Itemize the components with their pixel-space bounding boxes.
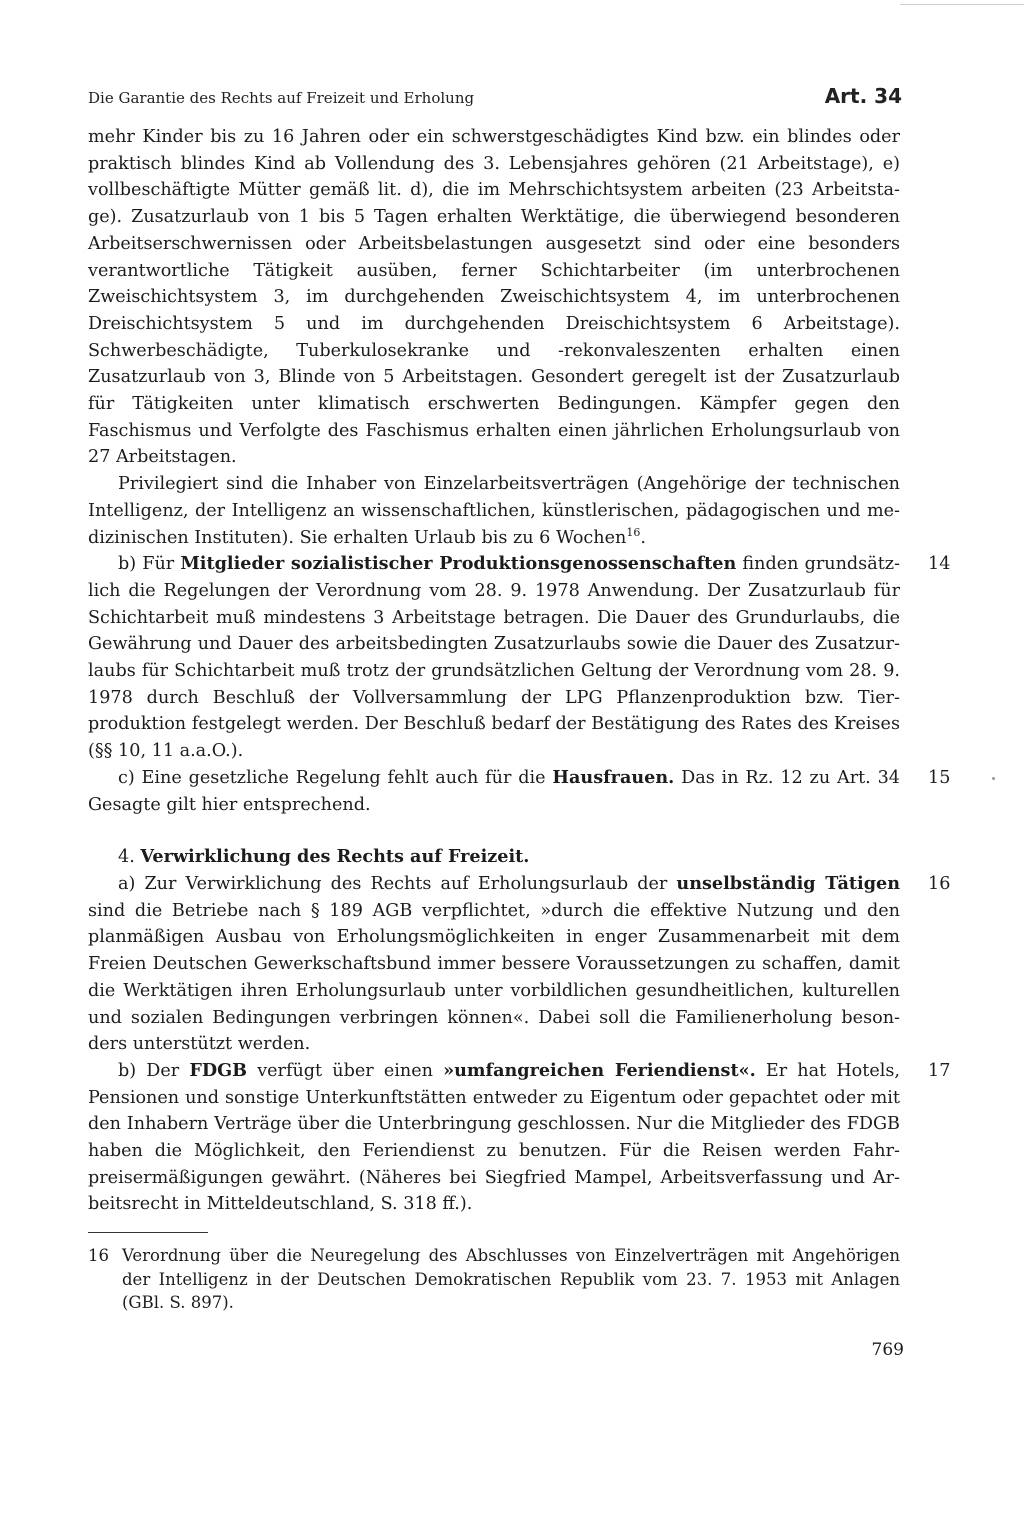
footnote-text: Verordnung über die Neuregelung des Abschlusses von Einzelverträgen mit Angehörigen der Intelligenz in der Deutschen Demokratischen Republik vom 23. 7. 1953 mit Anlagen (GBl. S. 897).: [122, 1246, 900, 1312]
body-text: [88, 124, 951, 1218]
paragraph-hausfrauen: [88, 765, 951, 818]
paragraph-text: sind die Betriebe nach § 189 AGB verpflichtet, »durch die effektive Nutzung und den planmäßigen Ausbau von Erholungsmöglichkeiten in enger Zusammenarbeit mit dem Freien Deutschen Gewerkschaftsbund immer bessere Voraussetzungen zu schaffen, damit die Werktätigen ihren Erholungsurlaub unter vorbildlichen gesundheitlichen, kulturellen und sozialen Bedingungen verbringen können«. Dabei soll die Familienerholung besonders unterstützt werden.: [88, 900, 900, 1055]
paragraph-mid: verfügt über einen: [247, 1060, 444, 1081]
paragraph-emphasis: Mitglieder sozialistischer Produktionsgenossenschaften: [180, 553, 737, 575]
running-head: [88, 84, 902, 110]
section-title: Verwirklichung des Rechts auf Freizeit.: [140, 846, 530, 868]
footnote-rule: [88, 1232, 208, 1233]
paragraph-lead: b) Der: [118, 1060, 190, 1081]
paragraph-lpg: [88, 551, 951, 765]
footnote-reference: 16: [626, 525, 641, 539]
margin-number: 17: [928, 1060, 951, 1081]
paragraph-text: Privilegiert sind die Inhaber von Einzelarbeitsverträgen (Angehörige der technischen Intelligenz, der Intelligenz an wissenschaftlichen, künstlerischen, pädagogischen und medizinischen Instituten). Sie erhalten Urlaub bis zu 6 Wochen: [88, 474, 900, 548]
paragraph-fdgb: [88, 1058, 951, 1218]
top-edge-rule: [900, 4, 1024, 5]
paragraph-continuation: [88, 124, 900, 471]
paragraph-lead: c) Eine gesetzliche Regelung fehlt auch für die: [118, 767, 553, 788]
page-number: 769: [871, 1340, 904, 1360]
margin-number: 14: [928, 554, 951, 575]
paragraph-emphasis: FDGB: [189, 1059, 248, 1081]
paragraph-end: .: [640, 527, 646, 548]
article-number: Art. 34: [824, 84, 902, 108]
margin-dot: [992, 777, 995, 780]
running-title: Die Garantie des Rechts auf Freizeit und Erholung: [88, 89, 475, 107]
paragraph-text: finden grundsätzlich die Regelungen der Verordnung vom 28. 9. 1978 Anwendung. Der Zusatzurlaub für Schichtarbeit muß mindestens 3 Arbeitstage betragen. Die Dauer des Grundurlaubs, die Gewährung und Dauer des arbeitsbedingten Zusatzurlaubs sowie die Dauer des Zusatzurlaubs für Schichtarbeit muß trotz der grundsätzlichen Geltung der Verordnung vom 28. 9. 1978 durch Beschluß der Vollversammlung der LPG Pflanzenproduktion bzw. Tierproduktion festgelegt werden. Der Beschluß bedarf der Bestätigung des Rates des Kreises (§§ 10, 11 a.a.O.).: [88, 554, 900, 762]
paragraph-lead: a) Zur Verwirklichung des Rechts auf Erholungsurlaub der: [118, 873, 677, 894]
paragraph-text: Das in Rz. 12 zu Art. 34 Gesagte gilt hier entsprechend.: [88, 767, 900, 815]
paragraph-text: mehr Kinder bis zu 16 Jahren oder ein schwerstgeschädigtes Kind bzw. ein blindes oder praktisch blindes Kind ab Vollendung des 3. Lebensjahres gehören (21 Arbeitstage), e) vollbeschäftigte Mütter gemäß lit. d), die im Mehrschichtsystem arbeiten (23 Arbeitstage). Zusatzurlaub von 1 bis 5 Tagen erhalten Werktätige, die überwiegend besonderen Arbeitserschwernissen oder Arbeitsbelastungen ausgesetzt sind oder eine besonders verantwortliche Tätigkeit ausüben, ferner Schichtarbeiter (im unterbrochenen Zweischichtsystem 3, im durchgehenden Zweischichtsystem 4, im unterbrochenen Dreischichtsystem 5 und im durchgehenden Dreischichtsystem 6 Arbeitstage). Schwerbeschädigte, Tuberkulosekranke und -rekonvaleszenten erhalten einen Zusatzurlaub von 3, Blinde von 5 Arbeitstagen. Gesondert geregelt ist der Zusatzurlaub für Tätigkeiten unter klimatisch erschwerten Bedingungen. Kämpfer gegen den Faschismus und Verfolgte des Faschismus erhalten einen jährlichen Erholungsurlaub von 27 Arbeitstagen.: [88, 127, 900, 468]
margin-number: 16: [928, 873, 951, 894]
section-heading: [88, 844, 900, 871]
margin-number: 15: [928, 767, 951, 788]
paragraph-betriebe: [88, 871, 951, 1058]
paragraph-emphasis: Hausfrauen.: [552, 766, 675, 788]
paragraph-emphasis: unselbständig Tätigen: [676, 872, 900, 894]
section-number: 4.: [118, 847, 141, 868]
paragraph-emphasis: »umfangreichen Feriendienst«.: [443, 1059, 756, 1081]
paragraph-privileged: [88, 471, 900, 551]
footnote-number: 16: [88, 1246, 109, 1265]
paragraph-lead: b) Für: [118, 554, 181, 575]
footnote: [88, 1244, 900, 1315]
paragraph-text: Er hat Hotels, Pensionen und sonstige Unterkunftstätten entweder zu Eigentum oder gepachtet oder mit den Inhabern Verträge über die Unterbringung geschlossen. Nur die Mitglieder des FDGB haben die Möglichkeit, den Feriendienst zu benutzen. Für die Reisen werden Fahrpreisermäßigungen gewährt. (Näheres bei Siegfried Mampel, Arbeitsverfassung und Arbeitsrecht in Mitteldeutschland, S. 318 ff.).: [88, 1060, 900, 1215]
